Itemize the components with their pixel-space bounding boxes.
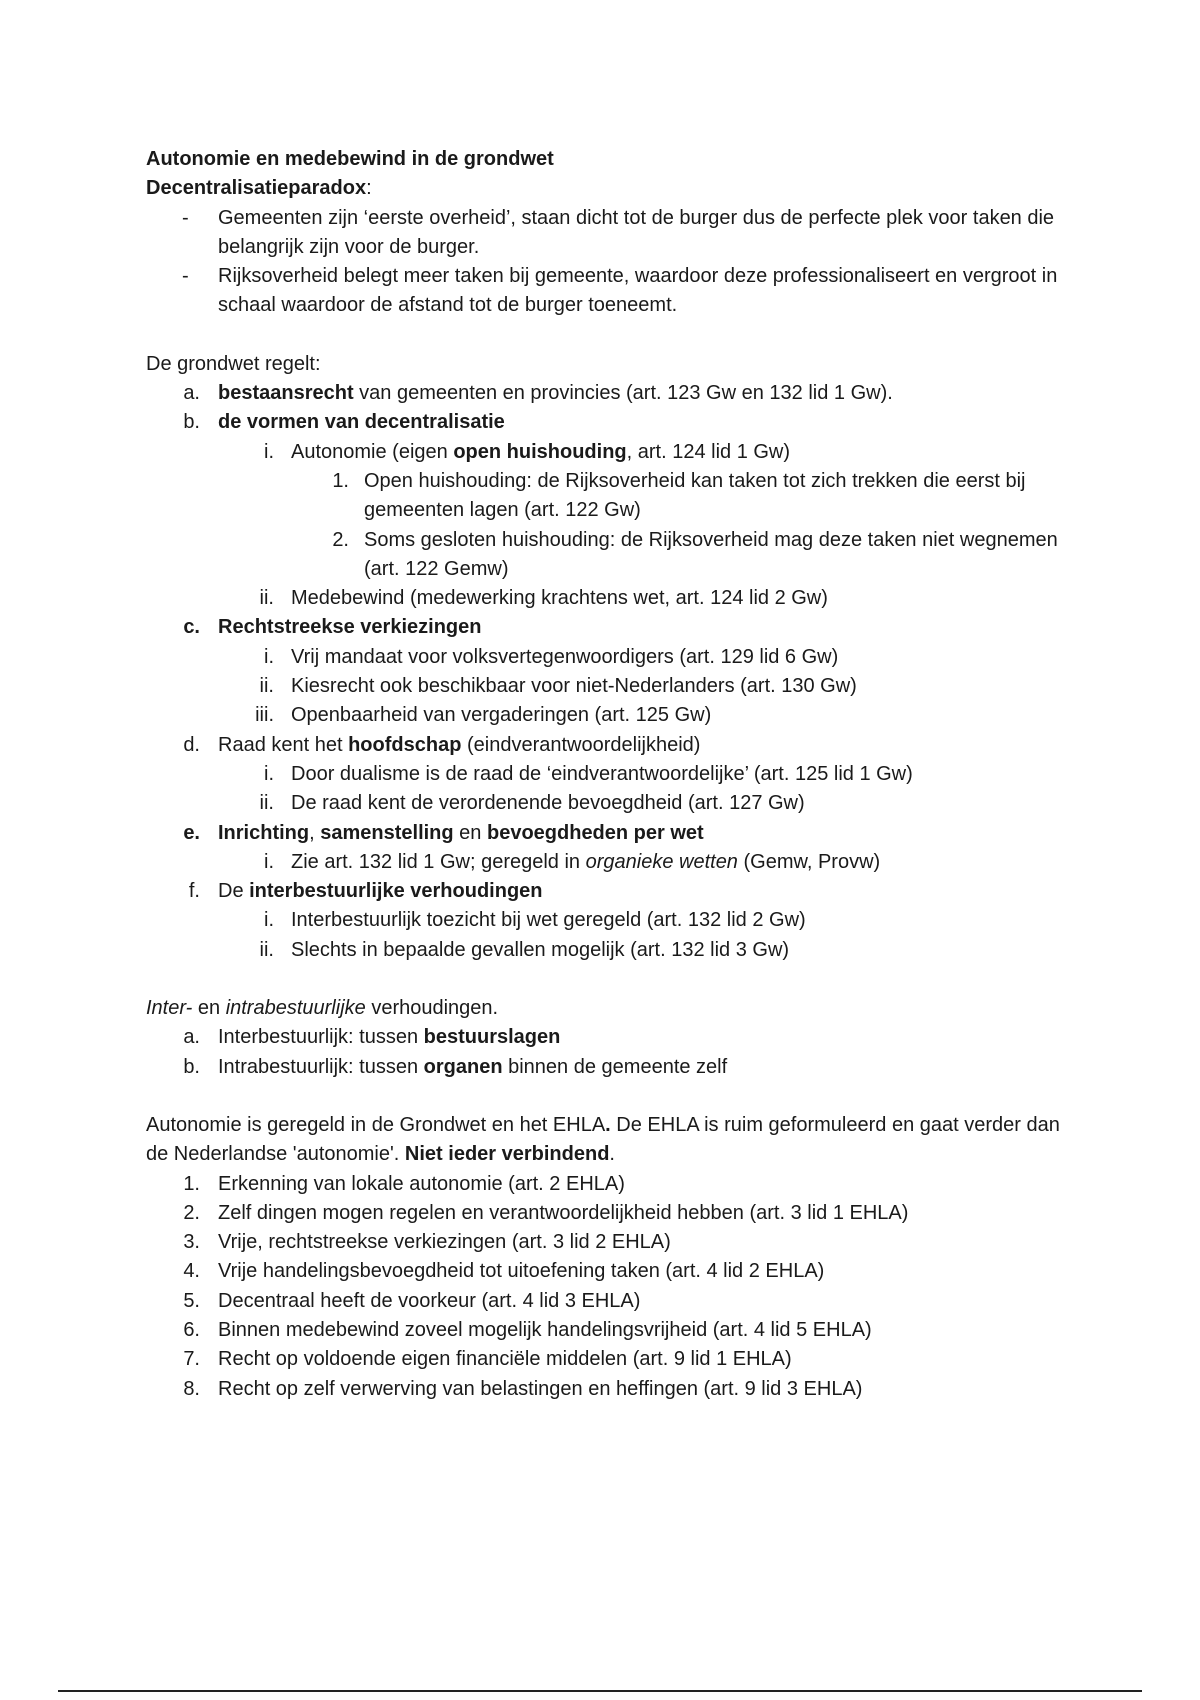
ehla-item: 3. Vrije, rechtstreekse verkiezingen (art. 3 lid 2 EHLA) (183, 1231, 671, 1254)
list-item-f: f. De interbestuurlijke verhoudingen (188, 880, 543, 903)
list-item-d: d. Raad kent het hoofdschap (eindverantwoordelijkheid) (183, 733, 701, 756)
list-item-f-i: i. Interbestuurlijk toezicht bij wet geregeld (art. 132 lid 2 Gw) (264, 909, 806, 932)
ehla-item: 1. Erkenning van lokale autonomie (art. 2 EHLA) (183, 1172, 625, 1195)
list-item-a: a. bestaansrecht van gemeenten en provincies (art. 123 Gw en 132 lid 1 Gw). (183, 382, 893, 405)
list-item-e: e. Inrichting, samenstelling en bevoegdheden per wet (183, 821, 704, 844)
paradox-bullet: - Rijksoverheid belegt meer taken bij gemeente, waardoor deze professionaliseert en vergroot in schaal waardoor de afstand tot de burger toeneemt. (146, 262, 1066, 321)
list-item-b-i: i. Autonomie (eigen open huishouding, art. 124 lid 1 Gw) (264, 440, 791, 463)
ehla-intro: Autonomie is geregeld in de Grondwet en het EHLA. De EHLA is ruim geformuleerd en gaat verder dan de Nederlandse 'autonomie'. Niet ieder verbindend. (146, 1113, 1060, 1166)
list-item-f-ii: ii. Slechts in bepaalde gevallen mogelijk (art. 132 lid 3 Gw) (259, 938, 790, 961)
verhoudingen-item-b: b. Intrabestuurlijk: tussen organen binnen de gemeente zelf (183, 1055, 728, 1078)
list-item-b-i-1: 1. Open huishouding: de Rijksoverheid kan taken tot zich trekken die eerst bij gemeenten lagen (art. 122 Gw) (332, 469, 1026, 522)
list-item-c: c. Rechtstreekse verkiezingen (183, 616, 482, 639)
page-title: Autonomie en medebewind in de grondwet (146, 148, 554, 170)
list-item-b: b. de vormen van decentralisatie (183, 411, 505, 434)
list-item-d-i: i. Door dualisme is de raad de ‘eindverantwoordelijke’ (art. 125 lid 1 Gw) (264, 762, 913, 785)
list-item-b-i-2: 2. Soms gesloten huishouding: de Rijksoverheid mag deze taken niet wegnemen (art. 122 Gemw) (332, 528, 1058, 580)
list-item-b-ii: ii. Medebewind (medewerking krachtens wet, art. 124 lid 2 Gw) (259, 587, 828, 610)
document-page (146, 145, 1066, 1404)
ehla-item: 4. Vrije handelingsbevoegdheid tot uitoefening taken (art. 4 lid 2 EHLA) (183, 1260, 825, 1283)
list-item-e-i: i. Zie art. 132 lid 1 Gw; geregeld in organieke wetten (Gemw, Provw) (264, 850, 881, 873)
list-item-c-ii: ii. Kiesrecht ook beschikbaar voor niet-Nederlanders (art. 130 Gw) (259, 675, 857, 698)
bullet-marker: - (182, 206, 189, 229)
ehla-item: 5. Decentraal heeft de voorkeur (art. 4 lid 3 EHLA) (183, 1289, 641, 1312)
ehla-item: 7. Recht op voldoende eigen financiële middelen (art. 9 lid 1 EHLA) (183, 1348, 792, 1371)
paradox-bullet: - Gemeenten zijn ‘eerste overheid’, staan dicht tot de burger dus de perfecte plek voor taken die belangrijk zijn voor de burger. (146, 204, 1066, 263)
ehla-item: 2. Zelf dingen mogen regelen en verantwoordelijkheid hebben (art. 3 lid 1 EHLA) (183, 1201, 909, 1224)
ehla-item: 6. Binnen medebewind zoveel mogelijk handelingsvrijheid (art. 4 lid 5 EHLA) (183, 1318, 872, 1341)
bullet-marker: - (182, 265, 189, 288)
list-item-c-i: i. Vrij mandaat voor volksvertegenwoordigers (art. 129 lid 6 Gw) (264, 645, 839, 668)
paradox-heading: Decentralisatieparadox: (146, 177, 372, 200)
ehla-item: 8. Recht op zelf verwerving van belastingen en heffingen (art. 9 lid 3 EHLA) (183, 1377, 863, 1400)
list-item-c-iii: iii. Openbaarheid van vergaderingen (art. 125 Gw) (255, 704, 712, 727)
list-item-d-ii: ii. De raad kent de verordenende bevoegdheid (art. 127 Gw) (259, 792, 805, 815)
grondwet-intro: De grondwet regelt: (146, 352, 321, 375)
footer-divider (58, 1690, 1142, 1692)
verhoudingen-intro: Inter- en intrabestuurlijke verhoudingen. (146, 997, 499, 1020)
verhoudingen-item-a: a. Interbestuurlijk: tussen bestuurslagen (183, 1026, 561, 1049)
